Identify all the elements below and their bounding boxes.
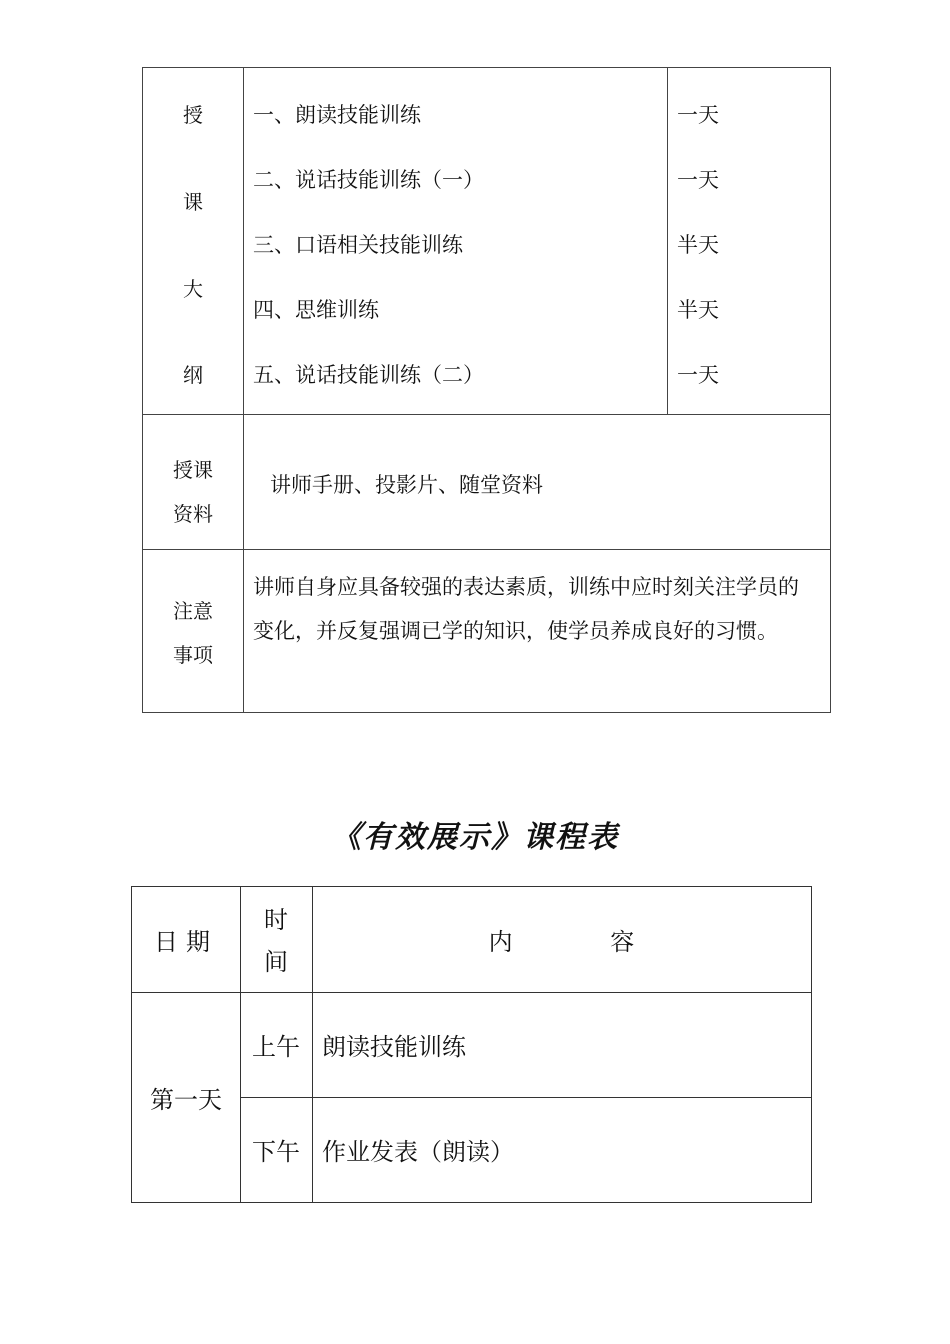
schedule-table [131,886,812,1203]
course-outline-table [142,67,831,713]
day-cell: 第一天 [150,1085,222,1114]
outline-item: 三、口语相关技能训练 [253,233,463,257]
date-header: 日期 [154,928,218,956]
activity: 朗读技能训练 [322,1033,466,1061]
outline-label-char: 课 [183,190,203,214]
outline-item: 五、说话技能训练（二） [253,363,484,387]
outline-duration: 一天 [677,168,719,192]
column-divider [243,68,244,712]
outline-duration: 半天 [677,298,719,322]
outline-item: 二、说话技能训练（一） [253,168,484,192]
notes-label-line: 注意 [173,599,213,623]
outline-label-char: 大 [183,277,203,301]
materials-label [143,448,243,536]
activity: 作业发表（朗读） [322,1138,514,1166]
outline-duration: 一天 [677,103,719,127]
time-header-line: 间 [264,948,288,976]
time-header-line: 时 [264,906,288,934]
outline-label-char: 纲 [183,363,203,387]
column-divider [667,68,668,414]
outline-item: 一、朗读技能训练 [253,103,421,127]
outline-item: 四、思维训练 [253,298,379,322]
notes-text: 讲师自身应具备较强的表达素质，训练中应时刻关注学员的变化，并反复强调已学的知识，使学员养成良好的习惯。 [253,575,799,643]
content-header: 内 容 [488,928,635,956]
notes-label-line: 事项 [173,643,213,667]
outline-duration: 半天 [677,233,719,257]
materials-text: 讲师手册、投影片、随堂资料 [270,473,543,497]
notes-label [143,589,243,677]
time-header [240,899,312,983]
time-slot: 上午 [252,1033,300,1061]
outline-label-char: 授 [183,103,203,127]
row-divider [143,414,830,415]
materials-label-line: 授课 [173,458,213,482]
time-slot: 下午 [252,1138,300,1166]
outline-duration: 一天 [677,363,719,387]
schedule-title: 《有效展示》课程表 [331,820,619,855]
materials-label-line: 资料 [173,502,213,526]
outline-label [143,68,243,414]
row-divider [143,549,830,550]
